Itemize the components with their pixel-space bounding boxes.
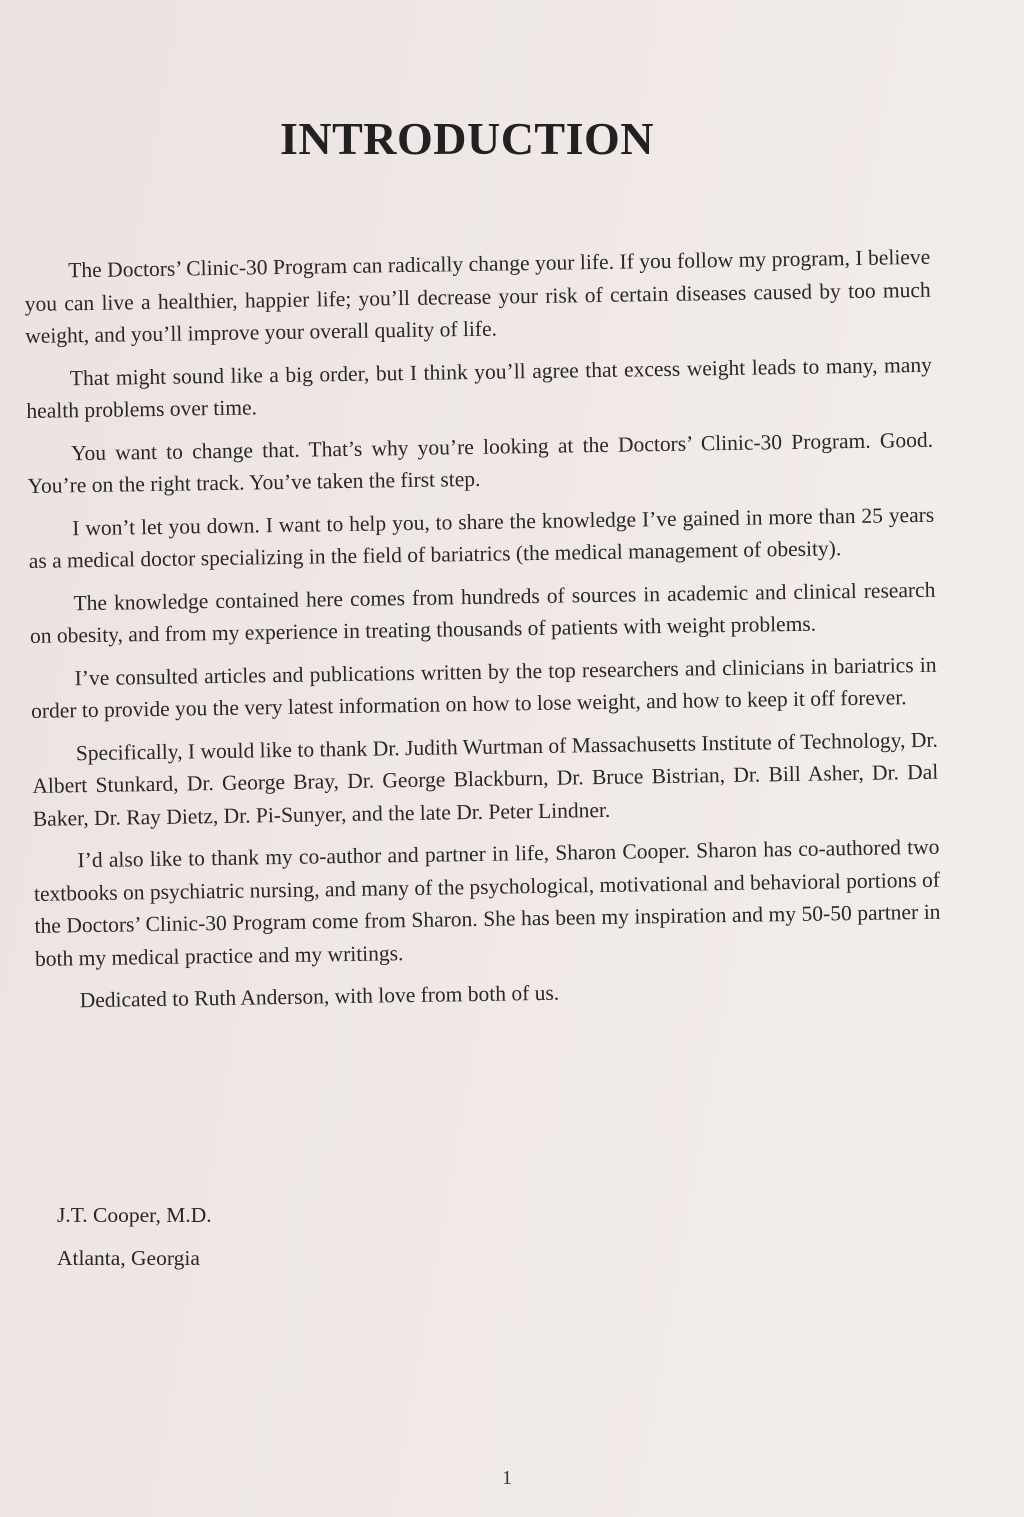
body-text bbox=[24, 241, 942, 1028]
paragraph: The knowledge contained here comes from hundreds of sources in academic and clinical research on obesity, and from my experience in treating thousands of patients with weight problems. bbox=[29, 577, 936, 648]
paragraph: I’d also like to thank my co-author and partner in life, Sharon Cooper. Sharon has co-authored two textbooks on psychiatric nursing, and many of the psychological, motivational and behavioral portions of the Doctors’ Clinic-30 Program come from Sharon. She has been my inspiration and my 50-50 partner in both my medical practice and my writings. bbox=[33, 834, 941, 971]
paragraph: You want to change that. That’s why you’re looking at the Doctors’ Clinic-30 Program. Good. You’re on the right track. You’ve taken the first step. bbox=[27, 427, 934, 498]
paragraph: The Doctors’ Clinic-30 Program can radically change your life. If you follow my program, I believe you can live a healthier, happier life; you’ll decrease your risk of certain diseases caused by too much weight, and you’ll improve your overall quality of life. bbox=[24, 244, 931, 348]
author-signature: J.T. Cooper, M.D. bbox=[57, 1203, 212, 1227]
page-number: 1 bbox=[502, 1467, 512, 1489]
author-location: Atlanta, Georgia bbox=[57, 1246, 200, 1270]
page-title: INTRODUCTION bbox=[279, 113, 655, 164]
paragraph: I’ve consulted articles and publications written by the top researchers and clinicians in bariatrics in order to provide you the very latest information on how to lose weight, and how to keep it off forever. bbox=[30, 652, 937, 723]
dedication: Dedicated to Ruth Anderson, with love from both of us. bbox=[79, 980, 560, 1013]
paragraph: That might sound like a big order, but I think you’ll agree that excess weight leads to many, many health problems over time. bbox=[26, 352, 933, 423]
paragraph: Specifically, I would like to thank Dr. Judith Wurtman of Massachusetts Institute of Technology, Dr. Albert Stunkard, Dr. George Bray, Dr. George Blackburn, Dr. Bruce Bistrian, Dr. Bill Asher, Dr. Dal Baker, Dr. Ray Dietz, Dr. Pi-Sunyer, and the late Dr. Peter Lindner. bbox=[32, 727, 939, 831]
paragraph: I won’t let you down. I want to help you, to share the knowledge I’ve gained in more than 25 years as a medical doctor specializing in the field of bariatrics (the medical management of obesity). bbox=[28, 502, 935, 573]
